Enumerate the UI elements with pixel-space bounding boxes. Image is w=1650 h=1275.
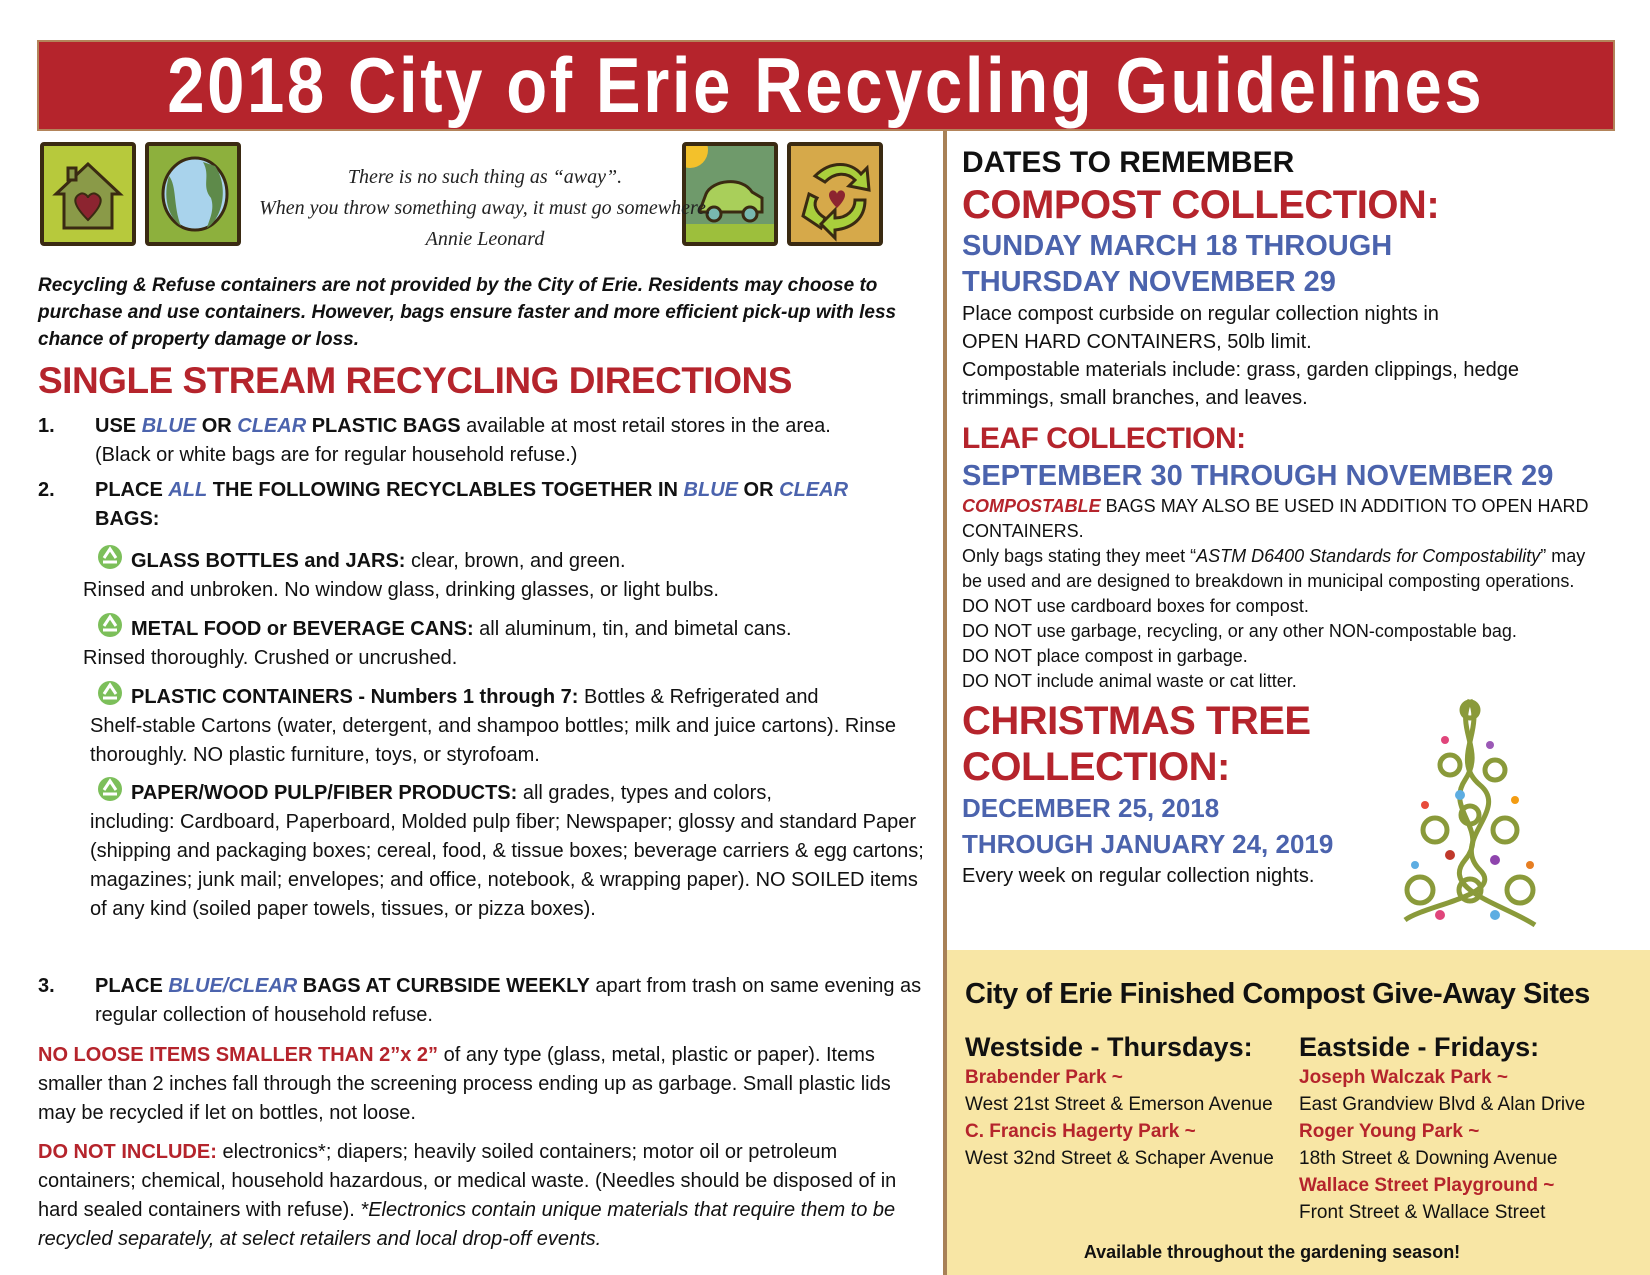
intro-paragraph: Recycling & Refuse containers are not provided by the City of Erie. Residents may choose to purchase and use containers. However, bags ensure faster and more efficient pick-up with less chance of property damage or loss. xyxy=(38,275,897,350)
site-address: West 21st Street & Emerson Avenue xyxy=(965,1094,1273,1115)
direction-step-1: 1. USE BLUE OR CLEAR PLASTIC BAGS available at most retail stores in the area. (Black or white bags are for regular household refuse.) xyxy=(38,415,831,466)
christmas-tree-icon xyxy=(1395,690,1545,940)
leaf-date: SEPTEMBER 30 THROUGH NOVEMBER 29 xyxy=(962,460,1554,492)
compost-p3: Compostable materials include: grass, garden clippings, hedge trimmings, small branches, and leaves. xyxy=(962,359,1519,409)
title-banner xyxy=(37,40,1615,131)
recycle-heart-icon xyxy=(787,142,883,246)
westside-heading: Westside - Thursdays: xyxy=(965,1032,1253,1062)
quote-author: Annie Leonard xyxy=(425,228,545,250)
recycle-icon xyxy=(95,680,125,706)
compost-date-2: THURSDAY NOVEMBER 29 xyxy=(962,266,1336,298)
compost-p2: OPEN HARD CONTAINERS, 50lb limit. xyxy=(962,331,1312,353)
earth-icon xyxy=(145,142,241,246)
xmas-date-2: THROUGH JANUARY 24, 2019 xyxy=(962,829,1334,859)
xmas-title-2: COLLECTION: xyxy=(962,745,1230,789)
eastside-heading: Eastside - Fridays: xyxy=(1299,1032,1540,1062)
eastside-column xyxy=(1299,1030,1585,1226)
site-address: Front Street & Wallace Street xyxy=(1299,1202,1546,1223)
quote-block xyxy=(255,162,715,255)
site-park: Roger Young Park ~ xyxy=(1299,1121,1480,1142)
leaf-title: LEAF COLLECTION: xyxy=(962,422,1246,455)
xmas-note: Every week on regular collection nights. xyxy=(962,865,1315,887)
direction-step-2: 2. PLACE ALL THE FOLLOWING RECYCLABLES TOGETHER IN BLUE OR CLEAR BAGS: xyxy=(38,479,849,530)
giveaway-footer: Available throughout the gardening season! xyxy=(1083,1242,1461,1262)
site-park: Wallace Street Playground ~ xyxy=(1299,1175,1555,1196)
compost-giveaway-panel xyxy=(947,950,1650,1275)
recyclable-item-metal: METAL FOOD or BEVERAGE CANS: all aluminum, tin, and bimetal cans. Rinsed thoroughly. Crushed or uncrushed. xyxy=(95,612,930,673)
recycle-icon xyxy=(95,776,125,802)
quote-line-2: When you throw something away, it must go somewhere. xyxy=(259,197,711,219)
leaf-rule: DO NOT use garbage, recycling, or any other NON-compostable bag. xyxy=(962,621,1517,641)
recyclable-item-glass: GLASS BOTTLES and JARS: clear, brown, and green. Rinsed and unbroken. No window glass, drinking glasses, or light bulbs. xyxy=(95,544,930,605)
leaf-rule: DO NOT use cardboard boxes for compost. xyxy=(962,596,1309,616)
section-title-directions: SINGLE STREAM RECYCLING DIRECTIONS xyxy=(38,360,792,401)
house-heart-icon xyxy=(40,142,136,246)
site-address: West 32nd Street & Schaper Avenue xyxy=(965,1148,1274,1169)
quote-line-1: There is no such thing as “away”. xyxy=(347,166,623,188)
site-park: Brabender Park ~ xyxy=(965,1067,1123,1088)
leaf-rule: DO NOT place compost in garbage. xyxy=(962,646,1248,666)
leaf-rule: DO NOT include animal waste or cat litter. xyxy=(962,671,1297,691)
page-title: 2018 City of Erie Recycling Guidelines xyxy=(167,41,1485,129)
site-address: East Grandview Blvd & Alan Drive xyxy=(1299,1094,1586,1115)
direction-step-3: 3. PLACE BLUE/CLEAR BAGS AT CURBSIDE WEEKLY apart from trash on same evening as regular collection of household refuse. xyxy=(38,975,922,1026)
do-not-include-notice: DO NOT INCLUDE: electronics*; diapers; heavily soiled containers; motor oil or petroleum containers; chemical, household hazardous, or medical waste. (Needles should be disposed of in hard sealed containers with refuse). *Electronics contain unique materials that require them to be recycled separately, at select retailers and local drop-off events. xyxy=(38,1141,897,1250)
compost-title: COMPOST COLLECTION: xyxy=(962,183,1440,227)
compost-date-1: SUNDAY MARCH 18 THROUGH xyxy=(962,230,1393,262)
westside-column xyxy=(965,1030,1274,1172)
xmas-title-1: CHRISTMAS TREE xyxy=(962,699,1311,743)
leaf-astm-note: Only bags stating they meet “ASTM D6400 Standards for Compostability” may be used and are designed to breakdown in municipal composting operations. xyxy=(962,546,1586,591)
recyclable-item-paper: PAPER/WOOD PULP/FIBER PRODUCTS: all grades, types and colors, including: Cardboard, Paperboard, Molded pulp fiber; Newspaper; glossy and standard Paper (shipping and packaging boxes; cereal, food, & tissue boxes; beverage carriers & egg cartons; magazines; junk mail; envelopes; and office, notebook, & wrapping paper). NO SOILED items of any kind (soiled paper towels, tissues, or pizza boxes). xyxy=(95,776,930,924)
site-park: Joseph Walczak Park ~ xyxy=(1299,1067,1508,1088)
xmas-date-1: DECEMBER 25, 2018 xyxy=(962,793,1220,823)
recycle-icon xyxy=(95,612,125,638)
site-address: 18th Street & Downing Avenue xyxy=(1299,1148,1558,1169)
compost-p1: Place compost curbside on regular collection nights in xyxy=(962,303,1439,325)
recyclable-item-plastic: PLASTIC CONTAINERS - Numbers 1 through 7: Bottles & Refrigerated and Shelf-stable Cartons (water, detergent, and shampoo bottles; milk and juice cartons). Rinse thoroughly. NO plastic furniture, toys, or styrofoam. xyxy=(95,680,930,770)
giveaway-title: City of Erie Finished Compost Give-Away Sites xyxy=(965,978,1590,1010)
recycle-icon xyxy=(95,544,125,570)
leaf-bags-note: COMPOSTABLE BAGS MAY ALSO BE USED IN ADDITION TO OPEN HARD CONTAINERS. xyxy=(962,496,1589,541)
no-loose-items-notice: NO LOOSE ITEMS SMALLER THAN 2”x 2” of any type (glass, metal, plastic or paper). Items smaller than 2 inches fall through the screening process ending up as garbage. Small plastic lids may be recycled if let on bottles, not loose. xyxy=(38,1044,891,1124)
dates-heading: DATES TO REMEMBER xyxy=(962,146,1295,179)
site-park: C. Francis Hagerty Park ~ xyxy=(965,1121,1196,1142)
